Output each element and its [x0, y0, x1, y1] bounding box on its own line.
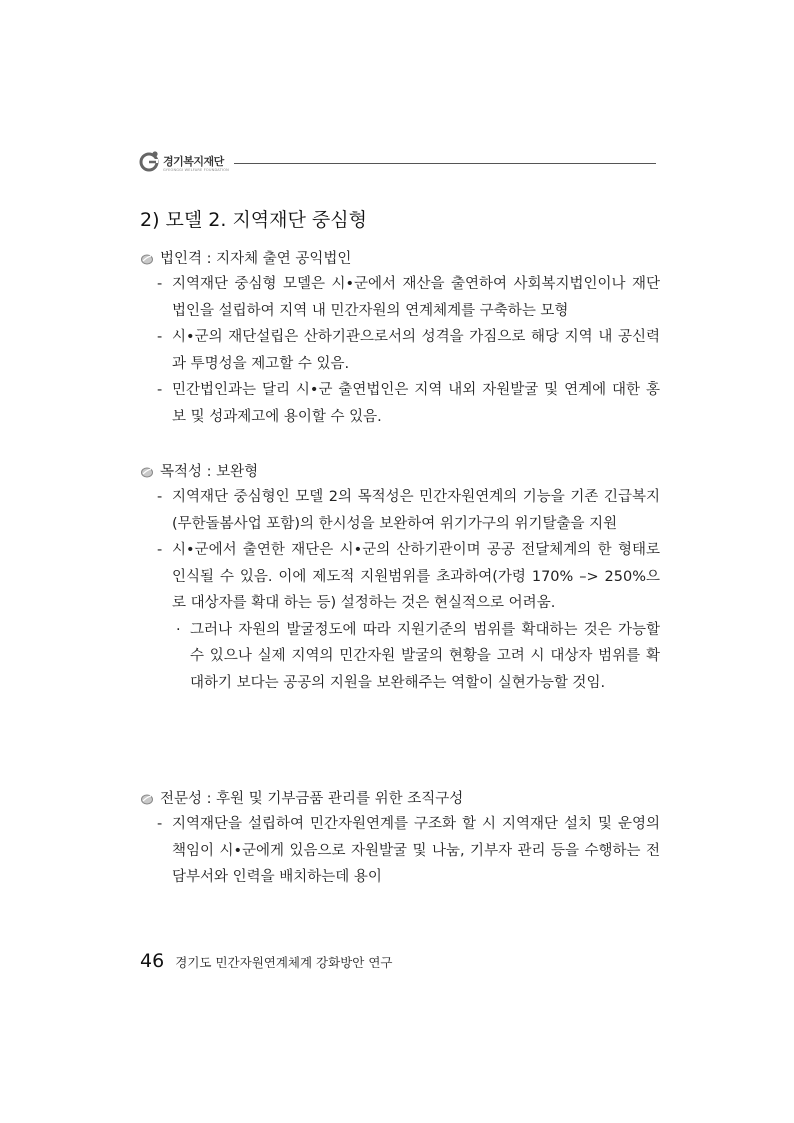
list-item: - 지역재단 중심형인 모델 2의 목적성은 민간자원연계의 기능을 기존 긴급복지(무한돌봄사업 포함)의 한시성을 보완하여 위기가구의 위기탈출을 지원: [157, 489, 660, 532]
header-rule: [234, 163, 656, 164]
bullet-icon: [140, 793, 154, 805]
list-item: - 시•군에서 출연한 재단은 시•군의 산하기관이며 공공 전달체계의 한 형태로 인식될 수 있음. 이에 제도적 지원범위를 초과하여(가령 170% –> 250%으로 대상자를 확대 하는 등) 설정하는 것은 현실적으로 어려움.: [157, 542, 660, 611]
section-purpose: [140, 460, 660, 696]
logo-text: 경기복지재단: [163, 155, 224, 168]
bullet-icon: [140, 253, 154, 265]
page-number: 46: [140, 950, 165, 972]
section-heading: 전문성 : 후원 및 기부금품 관리를 위한 조직구성: [140, 787, 660, 811]
bullet-icon: [140, 466, 154, 478]
logo-subtext: GYEONGGI WELFARE FOUNDATION: [163, 168, 229, 172]
list-item: - 시•군의 재단설립은 산하기관으로서의 성격을 가짐으로 해당 지역 내 공신력과 투명성을 제고할 수 있음.: [157, 329, 660, 372]
page-footer: [140, 950, 392, 972]
sub-list-item: · 그러나 자원의 발굴정도에 따라 지원기준의 범위를 확대하는 것은 가능할 수 있으나 실제 지역의 민간자원 발굴의 현황을 고려 시 대상자 범위를 확대하기 보다는 공공의 지원을 보완해주는 역할이 실현가능할 것임.: [176, 621, 660, 691]
page-header: [138, 148, 656, 178]
running-footer-title: 경기도 민간자원연계체계 강화방안 연구: [175, 955, 393, 970]
list-item: - 지역재단 중심형 모델은 시•군에서 재산을 출연하여 사회복지법인이나 재단법인을 설립하여 지역 내 민간자원의 연계체계를 구축하는 모형: [157, 276, 660, 319]
section-expertise: [140, 787, 660, 891]
list-item: - 민간법인과는 달리 시•군 출연법인은 지역 내외 자원발굴 및 연계에 대한 홍보 및 성과제고에 용이할 수 있음.: [157, 382, 660, 425]
logo-mark-icon: [138, 150, 160, 172]
section-title: 2) 모델 2. 지역재단 중심형: [140, 209, 367, 231]
section-legal-status: [140, 247, 660, 430]
foundation-logo: [138, 148, 238, 178]
list-item: - 지역재단을 설립하여 민간자원연계를 구조화 할 시 지역재단 설치 및 운영의 책임이 시•군에게 있음으로 자원발굴 및 나눔, 기부자 관리 등을 수행하는 전담부서와 인력을 배치하는데 용이: [157, 816, 660, 885]
section-heading: 법인격 : 지자체 출연 공익법인: [140, 247, 660, 271]
section-heading: 목적성 : 보완형: [140, 460, 660, 484]
